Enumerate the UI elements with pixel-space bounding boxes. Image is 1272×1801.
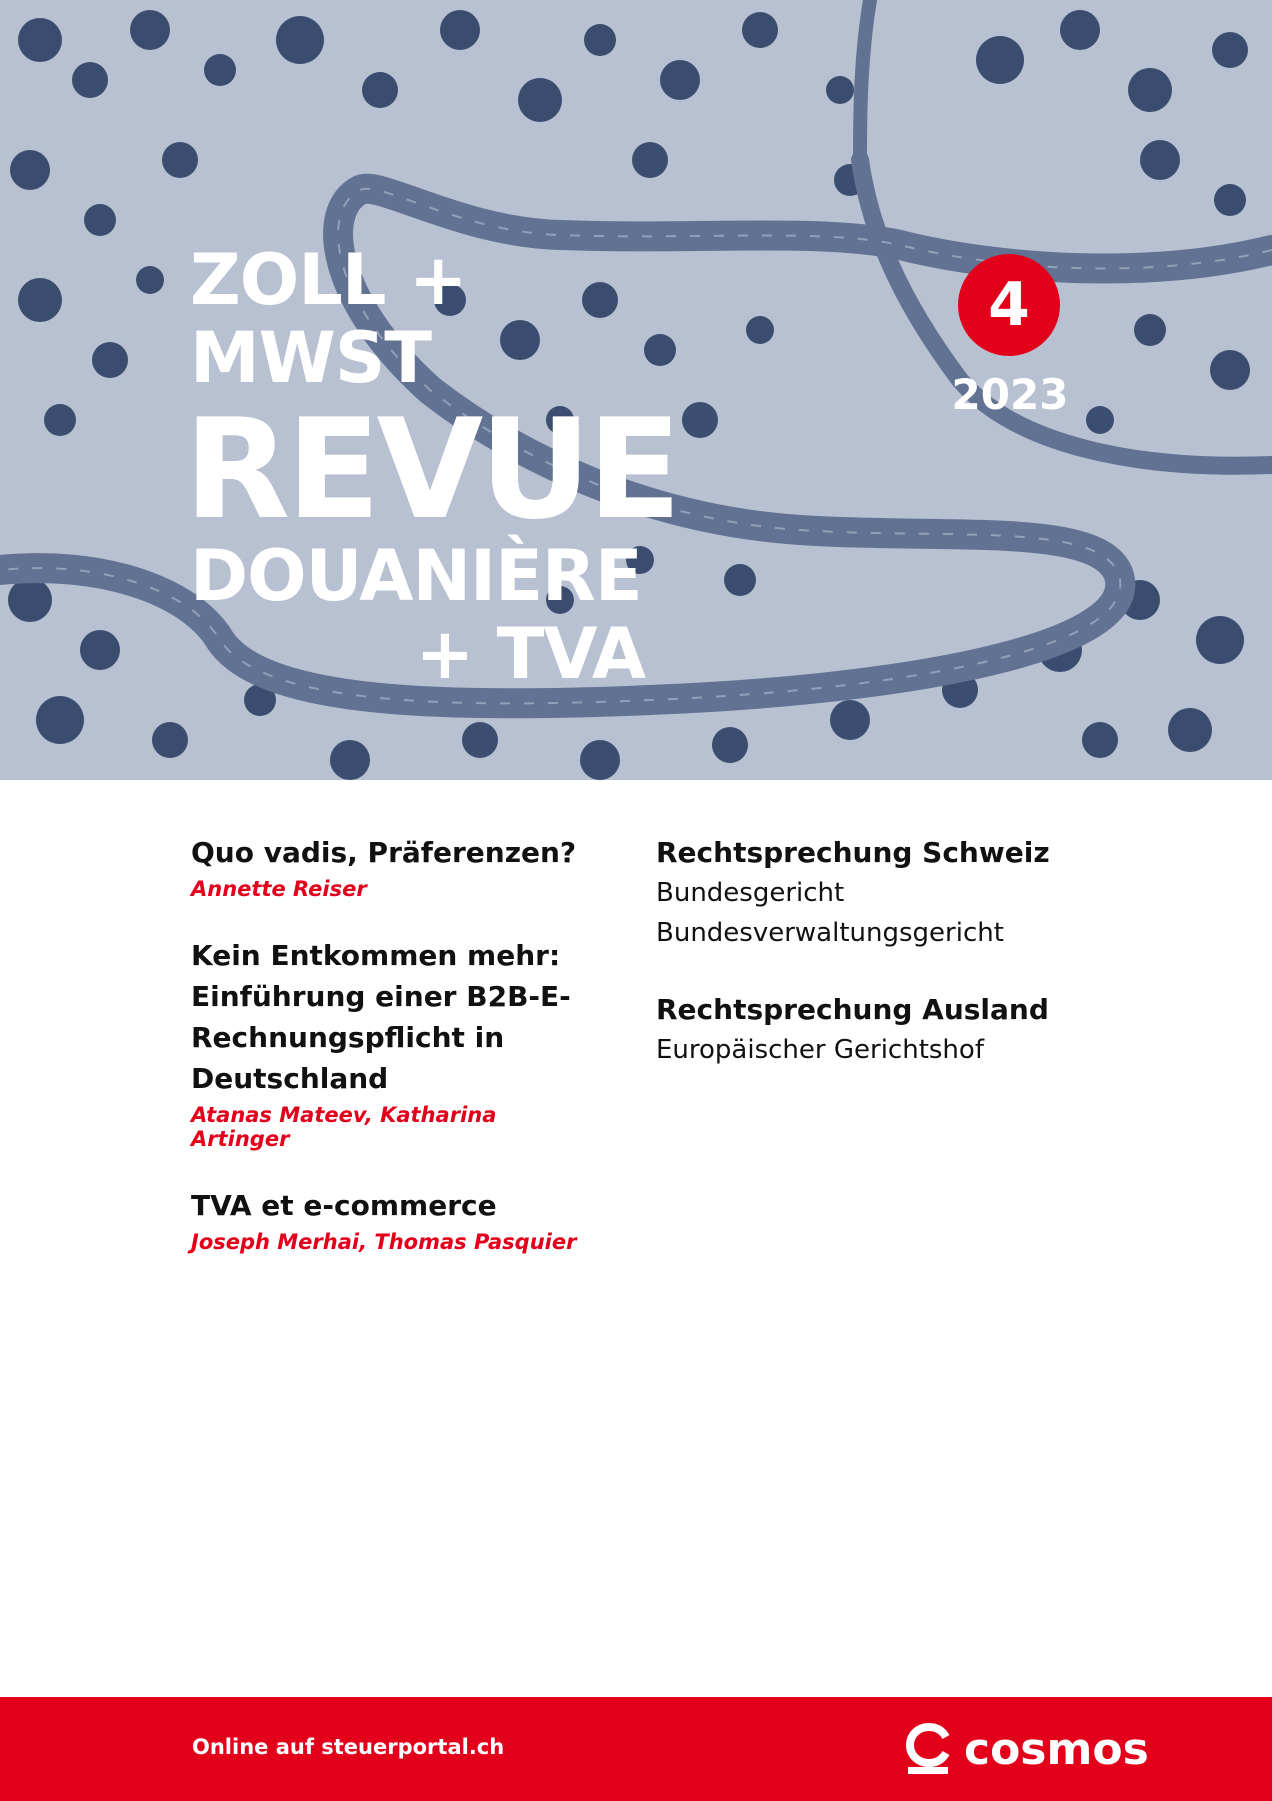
- article-author: Joseph Merhai, Thomas Pasquier: [191, 1230, 577, 1254]
- masthead-line-revue: REVUE: [184, 389, 678, 550]
- online-portal-link[interactable]: Online auf steuerportal.ch: [192, 1735, 505, 1759]
- case-law-section: [656, 832, 1136, 953]
- brand-name: cosmos: [964, 1723, 1149, 1775]
- article-title: Quo vadis, Präferenzen?: [191, 836, 577, 869]
- article-title: Kein Entkommen mehr: Einführung einer B2B-E-Rechnungspflicht in Deutschland: [191, 939, 571, 1095]
- section-title: Rechtsprechung Ausland: [656, 993, 1049, 1026]
- masthead-line-douaniere: DOUANIÈRE: [190, 535, 642, 617]
- masthead-line-tva: + TVA: [415, 613, 645, 695]
- issue-year: 2023: [951, 370, 1069, 419]
- case-law-column: [656, 832, 1136, 1106]
- article-entry: [191, 832, 591, 901]
- article-author: Atanas Mateev, Katharina Artinger: [191, 1103, 497, 1151]
- cosmos-logo-icon: [906, 1723, 950, 1775]
- cosmos-logo: [906, 1723, 1149, 1775]
- article-author: Annette Reiser: [191, 877, 367, 901]
- cover-photo: [0, 0, 1272, 780]
- section-item: Bundesverwaltungsgericht: [656, 918, 1004, 948]
- article-title: TVA et e-commerce: [191, 1189, 497, 1222]
- case-law-section: [656, 989, 1136, 1070]
- section-item: Bundesgericht: [656, 878, 845, 908]
- issue-number-badge: 4: [958, 254, 1060, 356]
- article-entry: [191, 1185, 591, 1254]
- articles-column: [191, 832, 591, 1288]
- masthead-title: [184, 239, 678, 695]
- footer-bar: [0, 1697, 1272, 1801]
- masthead-line-mwst: MWST: [190, 317, 432, 399]
- section-title: Rechtsprechung Schweiz: [656, 836, 1050, 869]
- article-entry: [191, 935, 591, 1151]
- section-item: Europäischer Gerichtshof: [656, 1035, 984, 1065]
- masthead-line-zoll: ZOLL +: [190, 239, 467, 321]
